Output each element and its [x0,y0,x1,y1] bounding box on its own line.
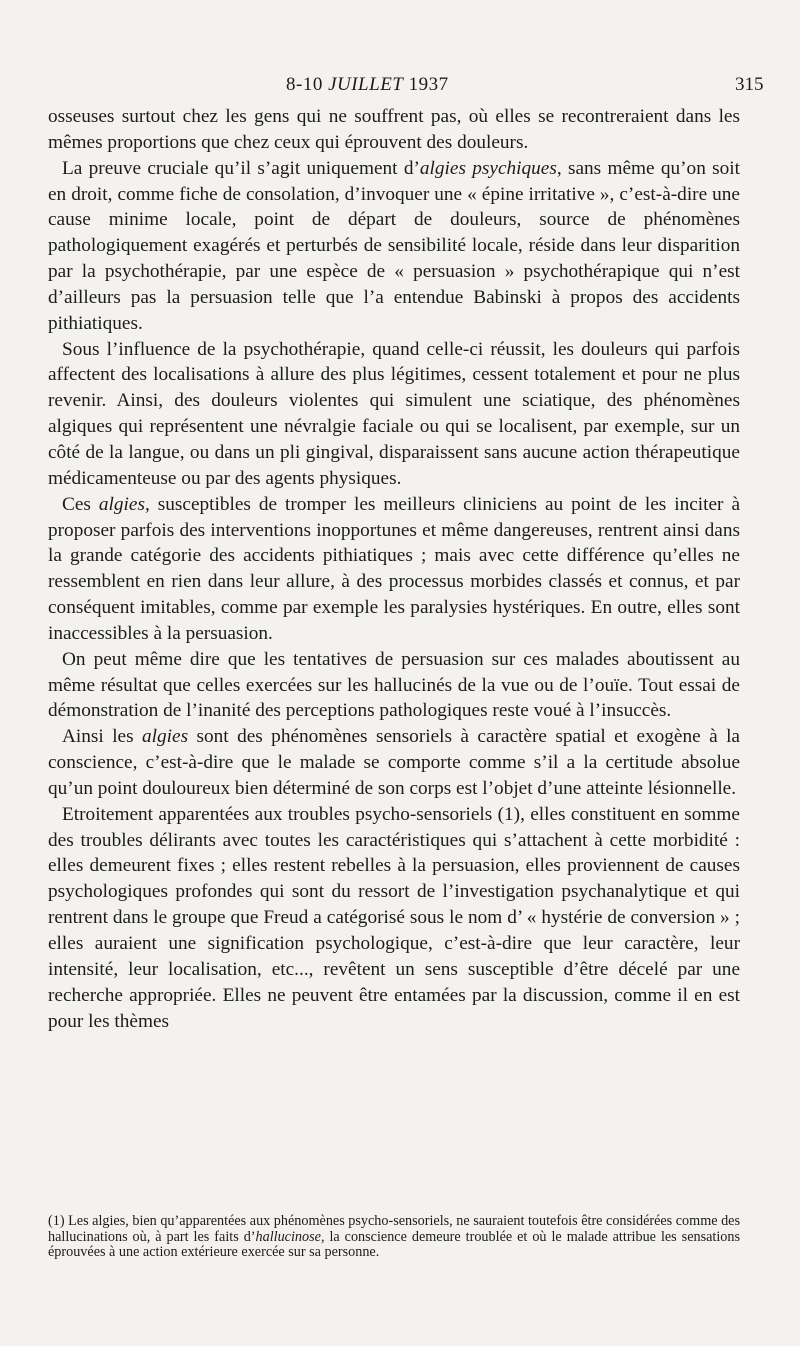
paragraph-p7 [48,802,740,1035]
paragraph-p4 [48,492,740,647]
paragraph-p6 [48,724,740,802]
footnote [48,1214,740,1261]
paragraph-p3 [48,337,740,492]
text-run: , sans même qu’on soit en droit, comme fiche de consolation, d’invoquer une « épine irritative », c’est-à-dire une cause minime locale, point de départ de douleurs, source de phénomènes pathologiquement exagérés et perturbés de sensibilité locale, réside dans leur disparition par la psychothérapie, par une espèce de « persuasion » psychothérapique qui n’est d’ailleurs pas la persuasion telle que l’a entendue Babinski à propos des accidents pithiatiques. [48,157,740,334]
header-date: 8-10 JUILLET 1937 [286,74,449,95]
italic-term: algies [142,726,189,748]
paragraph-p2 [48,156,740,337]
italic-term: algies [98,493,145,515]
text-run: Sous l’influence de la psychothérapie, quand celle-ci réussit, les douleurs qui parfois affectent des localisations à allure des plus légitimes, cessent totalement et pour ne plus revenir. Ainsi, des douleurs violentes qui simulent une sciatique, des phénomènes algiques qui représentent une névralgie faciale ou qui se localisent, par exemple, sur un côté de la langue, ou dans un pli gingival, disparaissent sans aucune action thérapeutique médicamenteuse ou par des agents physiques. [48,338,740,489]
text-run: La preuve cruciale qu’il s’agit uniquement d’ [62,157,420,179]
text-run: Etroitement apparentées aux troubles psycho-sensoriels (1), elles constituent en somme des troubles délirants avec toutes les caractéristiques qui s’attachent à cette morbidité : elles demeurent fixes ; elles restent rebelles à la persuasion, elles proviennent de causes psychologiques profondes qui sont du ressort de l’investigation psychanalytique et qui rentrent dans le groupe que Freud a catégorisé sous le nom d’ « hystérie de conversion » ; elles auraient une signification psychologique, c’est-à-dire que leur caractère, leur intensité, leur localisation, etc..., revêtent un sens susceptible d’être décelé par une recherche appropriée. Elles ne peuvent être entamées par la discussion, comme il en est pour les thèmes [48,803,740,1032]
body-text [48,104,740,1034]
page-number: 315 [735,74,764,95]
paragraph-p1 [48,104,740,156]
text-run: (1) Les algies, bien qu’apparentées aux phénomènes psycho-sensoriels, ne sauraient toutefois être considérées comme des hallucinations où, à part les faits d’ [48,1213,740,1245]
italic-term: algies psychiques [419,157,557,179]
running-header [0,74,800,98]
text-run: On peut même dire que les tentatives de persuasion sur ces malades aboutissent au même résultat que celles exercées sur les hallucinés de la vue ou de l’ouïe. Tout essai de démonstration de l’inanité des perceptions pathologiques reste voué à l’insuccès. [48,648,740,722]
text-run: , susceptibles de tromper les meilleurs cliniciens au point de les inciter à proposer parfois des interventions inopportunes et même dangereuses, rentrent ainsi dans la grande catégorie des accidents pithiatiques ; mais avec cette différence qu’elles ne ressemblent en rien dans leur allure, à des processus morbides classés et connus, et par conséquent imitables, comme par exemple les paralysies hystériques. En outre, elles sont inaccessibles à la persuasion. [48,493,740,644]
italic-term: hallucinose [255,1228,321,1245]
footnote-text [48,1214,740,1261]
text-run: Ces [62,493,99,515]
text-run: osseuses surtout chez les gens qui ne souffrent pas, où elles se recontreraient dans les mêmes proportions que chez ceux qui éprouvent des douleurs. [48,106,740,153]
text-run: Ainsi les [62,726,143,748]
text-run: sont des phénomènes sensoriels à caractère spatial et exogène à la conscience, c’est-à-dire que le malade se comporte comme s’il a la certitude absolue qu’un point douloureux bien déterminé de son corps est l’objet d’une atteinte lésionnelle. [48,726,740,799]
text-run: , la conscience demeure troublée et où le malade attribue les sensations éprouvées à une action extérieure exercée sur sa personne. [48,1228,740,1261]
paragraph-p5 [48,647,740,725]
